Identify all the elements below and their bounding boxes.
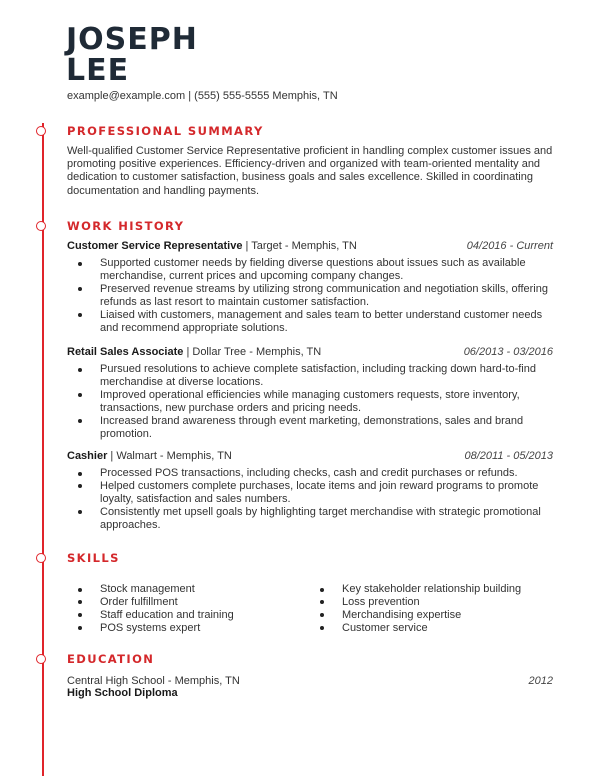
last-name: LEE [66,53,130,88]
timeline-circle-icon [36,553,46,563]
job-separator: | [242,240,252,252]
skill-item: Order fulfillment [67,596,234,609]
list-item: Liaised with customers, management and sales team to better understand customer needs and recommend appropriate solutions. [67,309,553,335]
list-item: Processed POS transactions, including checks, cash and credit purchases or refunds. [67,467,553,480]
list-item: Consistently met upsell goals by highlighting target merchandise with strategic promotional approaches. [67,506,553,532]
education-degree: High School Diploma [67,687,178,699]
section-title-skills: SKILLS [67,551,120,565]
education-entry [67,674,553,688]
job-title: Customer Service Representative [67,240,243,252]
job-dates: 06/2013 - 03/2016 [463,346,553,358]
job-separator: | [107,450,117,462]
job-employer: Target - Memphis, TN [251,240,357,252]
job-employer: Dollar Tree - Memphis, TN [192,346,322,358]
bullet-icon [320,626,324,630]
skill-item: Merchandising expertise [309,609,521,622]
job-dates: 08/2011 - 05/2013 [464,450,553,462]
bullet-icon [78,484,82,488]
job-header [67,239,553,253]
education-year: 2012 [528,675,553,687]
section-title-work-history: WORK HISTORY [67,219,185,233]
job-header [67,449,553,463]
skill-item: POS systems expert [67,622,234,635]
job-title: Cashier [67,450,108,462]
bullet-icon [320,613,324,617]
list-item: Helped customers complete purchases, locate items and join reward programs to promote loyalty, satisfaction and sales numbers. [67,480,553,506]
timeline-circle-icon [36,126,46,136]
bullet-icon [78,287,82,291]
bullet-icon [320,600,324,604]
section-title-summary: PROFESSIONAL SUMMARY [67,124,264,138]
job-separator: | [183,346,193,358]
skill-item: Staff education and training [67,609,234,622]
list-item: Improved operational efficiencies while managing customers requests, store inventory, transactions, new purchase orders and pricing needs. [67,389,553,415]
bullet-icon [78,626,82,630]
bullet-icon [78,613,82,617]
section-title-education: EDUCATION [67,652,155,666]
list-item: Pursued resolutions to achieve complete satisfaction, including tracking down hard-to-find merchandise at diverse locations. [67,363,553,389]
bullet-icon [78,600,82,604]
contact-phone-location: (555) 555-5555 Memphis, TN [194,90,338,102]
job-bullet-list [67,257,553,334]
education-school: Central High School - Memphis, TN [67,675,240,687]
bullet-icon [78,393,82,397]
bullet-icon [78,313,82,317]
skill-item: Loss prevention [309,596,521,609]
timeline-circle-icon [36,654,46,664]
bullet-icon [320,588,324,592]
contact-separator: | [185,90,195,102]
first-name: JOSEPH [66,22,198,57]
list-item: Supported customer needs by fielding diverse questions about issues such as available merchandise, current prices and upcoming company changes. [67,257,553,283]
job-entry [67,345,553,440]
summary-text: Well-qualified Customer Service Representative proficient in handling complex customer issues and promoting positive experiences. Efficiency-driven and organized with team-oriented mentality and dedication to customer satisfaction, business goals and sales excellence. Skilled in coordinating documentation and handling payments. [67,145,553,197]
skill-item: Stock management [67,583,234,596]
bullet-icon [78,472,82,476]
job-bullet-list [67,467,553,532]
skill-item: Key stakeholder relationship building [309,583,521,596]
skills-list-right [309,583,521,635]
job-entry [67,239,553,334]
skill-item: Customer service [309,622,521,635]
skills-list-left [67,583,234,635]
job-header [67,345,553,359]
list-item: Preserved revenue streams by utilizing strong communication and negotiation skills, offering refunds as last resort to maintain customer satisfaction. [67,283,553,309]
job-employer: Walmart - Memphis, TN [116,450,232,462]
job-dates: 04/2016 - Current [466,240,553,252]
bullet-icon [78,368,82,372]
bullet-icon [78,262,82,266]
bullet-icon [78,588,82,592]
candidate-name [66,24,198,86]
job-title: Retail Sales Associate [67,346,184,358]
list-item: Increased brand awareness through event marketing, demonstrations, sales and brand promotion. [67,415,553,441]
contact-email[interactable]: example@example.com [67,90,186,102]
contact-line [67,90,338,102]
job-bullet-list [67,363,553,440]
bullet-icon [78,419,82,423]
job-entry [67,449,553,532]
timeline-circle-icon [36,221,46,231]
bullet-icon [78,510,82,514]
